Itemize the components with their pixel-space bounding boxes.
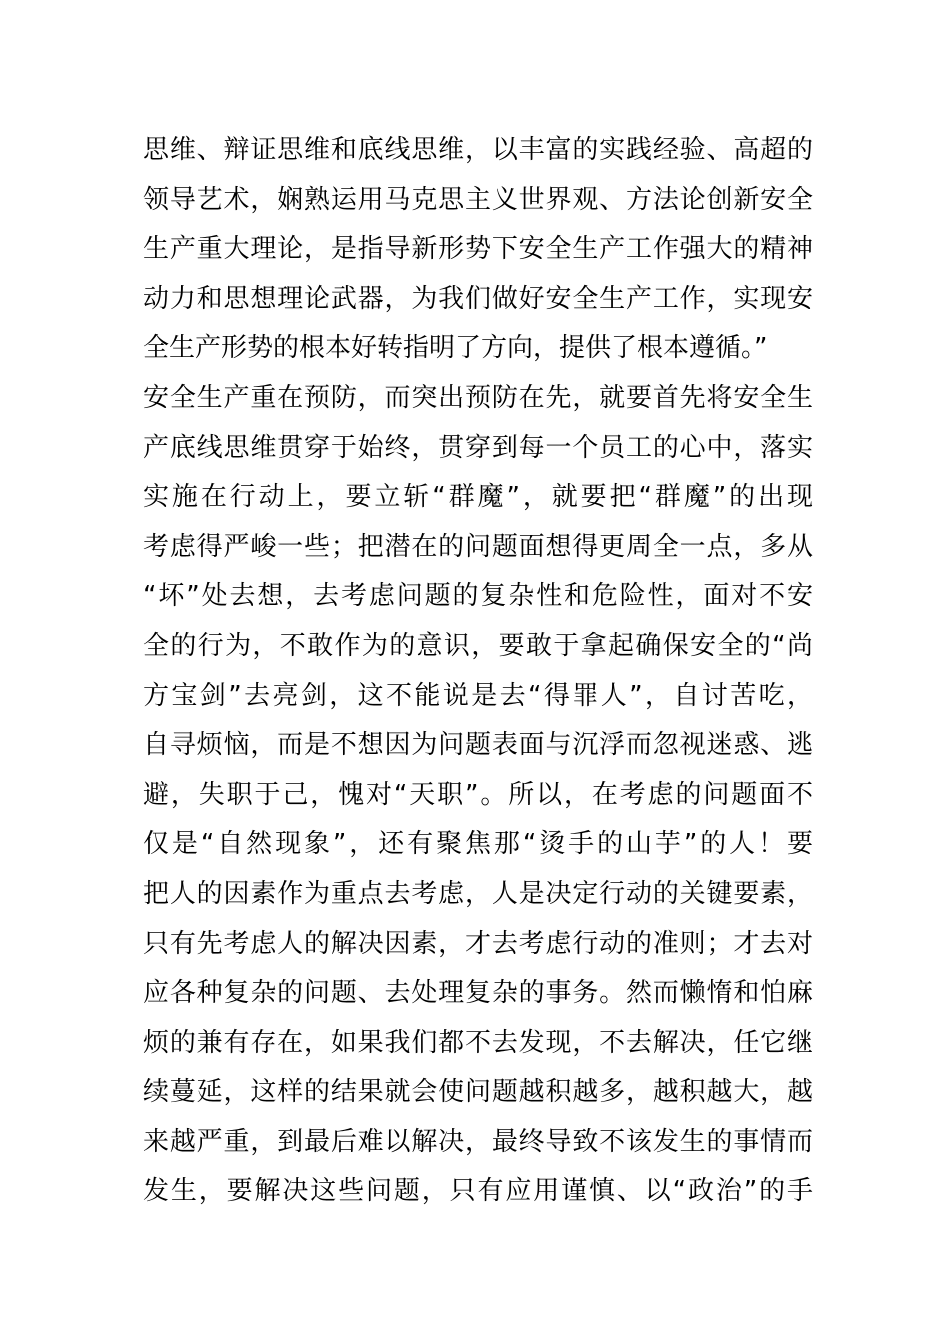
text-line: 应各种复杂的问题、去处理复杂的事务。然而懒惰和怕麻 <box>143 978 813 1009</box>
text-line: 全生产形势的根本好转指明了方向，提供了根本遵循。” <box>143 333 768 364</box>
text-line: 把人的因素作为重点去考虑，人是决定行动的关键要素， <box>143 878 813 909</box>
text-line: 领导艺术，娴熟运用马克思主义世界观、方法论创新安全 <box>143 184 813 215</box>
text-line: 考虑得严峻一些；把潜在的问题面想得更周全一点，多从 <box>143 531 813 562</box>
text-line: 动力和思想理论武器，为我们做好安全生产工作，实现安 <box>143 283 813 314</box>
text-line: 只有先考虑人的解决因素，才去考虑行动的准则；才去对 <box>143 928 813 959</box>
text-line: 避，失职于己，愧对“天职”。所以，在考虑的问题面不 <box>143 779 813 810</box>
text-line: 思维、辩证思维和底线思维，以丰富的实践经验、高超的 <box>143 135 813 165</box>
text-line: 仅是“自然现象”，还有聚焦那“烫手的山芋”的人！要 <box>143 829 813 860</box>
text-line: 来越严重，到最后难以解决，最终导致不该发生的事情而 <box>143 1126 813 1157</box>
text-line: 续蔓延，这样的结果就会使问题越积越多，越积越大，越 <box>143 1077 813 1108</box>
text-line: 烦的兼有存在，如果我们都不去发现，不去解决，任它继 <box>143 1027 813 1058</box>
text-line: 发生，要解决这些问题，只有应用谨慎、以“政治”的手 <box>143 1176 813 1207</box>
text-line: 实施在行动上，要立斩“群魔”，就要把“群魔”的出现 <box>143 482 813 513</box>
text-line: 产底线思维贯穿于始终，贯穿到每一个员工的心中，落实 <box>143 432 813 463</box>
text-line: 生产重大理论，是指导新形势下安全生产工作强大的精神 <box>143 234 813 265</box>
text-line: 全的行为，不敢作为的意识，要敢于拿起确保安全的“尚 <box>143 630 813 661</box>
text-line: 方宝剑”去亮剑，这不能说是去“得罪人”，自讨苦吃， <box>143 680 813 711</box>
text-line: 自寻烦恼，而是不想因为问题表面与沉浮而忽视迷惑、逃 <box>143 730 813 761</box>
body-text <box>143 126 813 1217</box>
text-line: 安全生产重在预防，而突出预防在先，就要首先将安全生 <box>143 382 813 413</box>
text-line: “坏”处去想，去考虑问题的复杂性和危险性，面对不安 <box>143 581 813 612</box>
